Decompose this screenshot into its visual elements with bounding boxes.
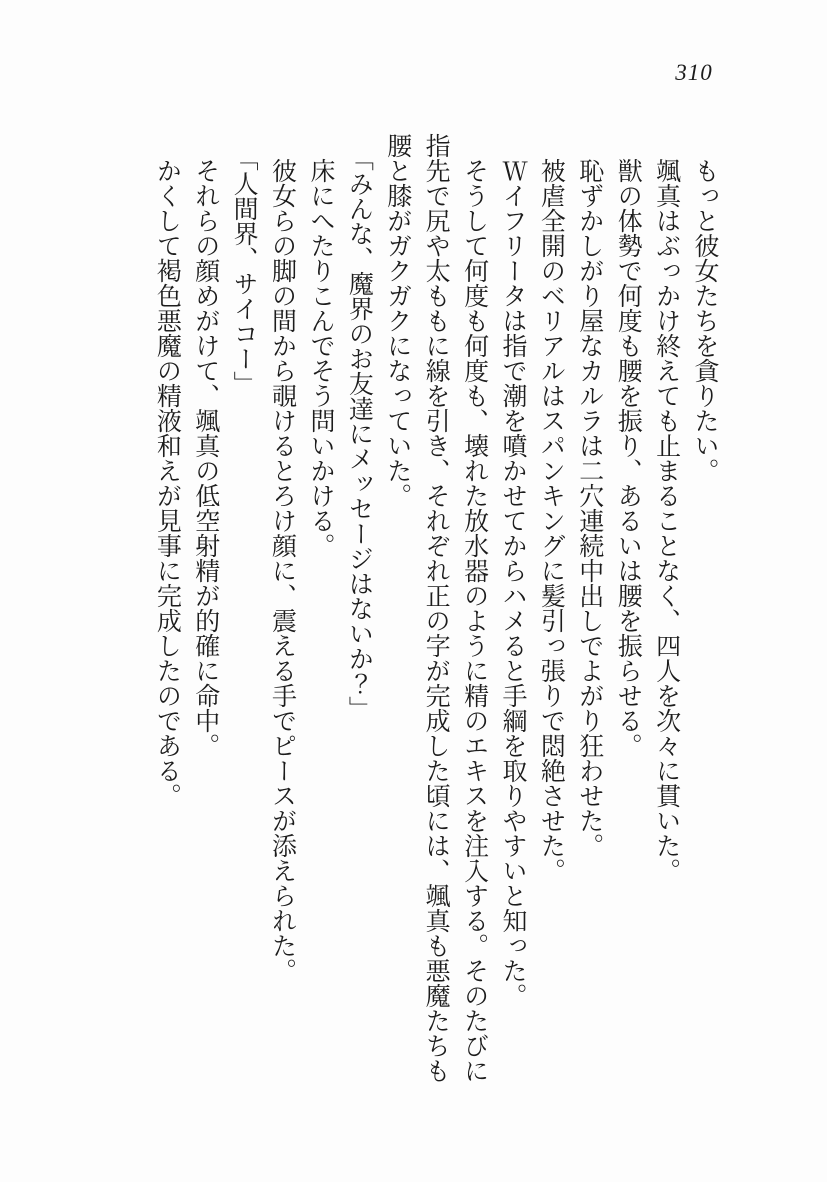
text-line: 「人間界、サイコー」 [230,146,258,396]
text-line: Ｗイフリータは指で潮を噴かせてからハメると手綱を取りやすいと知った。 [498,158,526,1008]
text-line: 床にへたりこんでそう問いかける。 [306,158,334,558]
text-line: 獣の体勢で何度も腰を振り、あるいは腰を振らせる。 [614,158,642,758]
text-line: そうして何度も何度も、壊れた放水器のように精のエキスを注入する。そのたびに [460,158,488,1083]
text-line: 彼女らの脚の間から覗けるとろけ顔に、震える手でピースが添えられた。 [268,158,296,983]
text-line: もっと彼女たちを貪りたい。 [691,158,718,483]
text-line: それらの顔めがけて、颯真の低空射精が的確に命中。 [191,158,219,758]
text-line: 恥ずかしがり屋なカルラは二穴連続中出しでよがり狂わせた。 [575,158,603,858]
text-line: 腰と膝がガクガクになっていた。 [383,133,411,508]
page-number: 310 [675,60,713,85]
text-line: 指先で尻や太ももに線を引き、それぞれ正の字が完成した頃には、颯真も悪魔たちも [422,133,450,1083]
text-block [147,133,723,1091]
text-line: かくして褐色悪魔の精液和えが見事に完成したのである。 [153,158,181,808]
text-line: 颯真はぶっかけ終えても止まることなく、四人を次々に貫いた。 [652,158,680,883]
text-line: 「みんな、魔界のお友達にメッセージはないか？」 [345,146,373,721]
text-line: 被虐全開のベリアルはスパンキングに髪引っ張りで悶絶させた。 [537,158,565,883]
